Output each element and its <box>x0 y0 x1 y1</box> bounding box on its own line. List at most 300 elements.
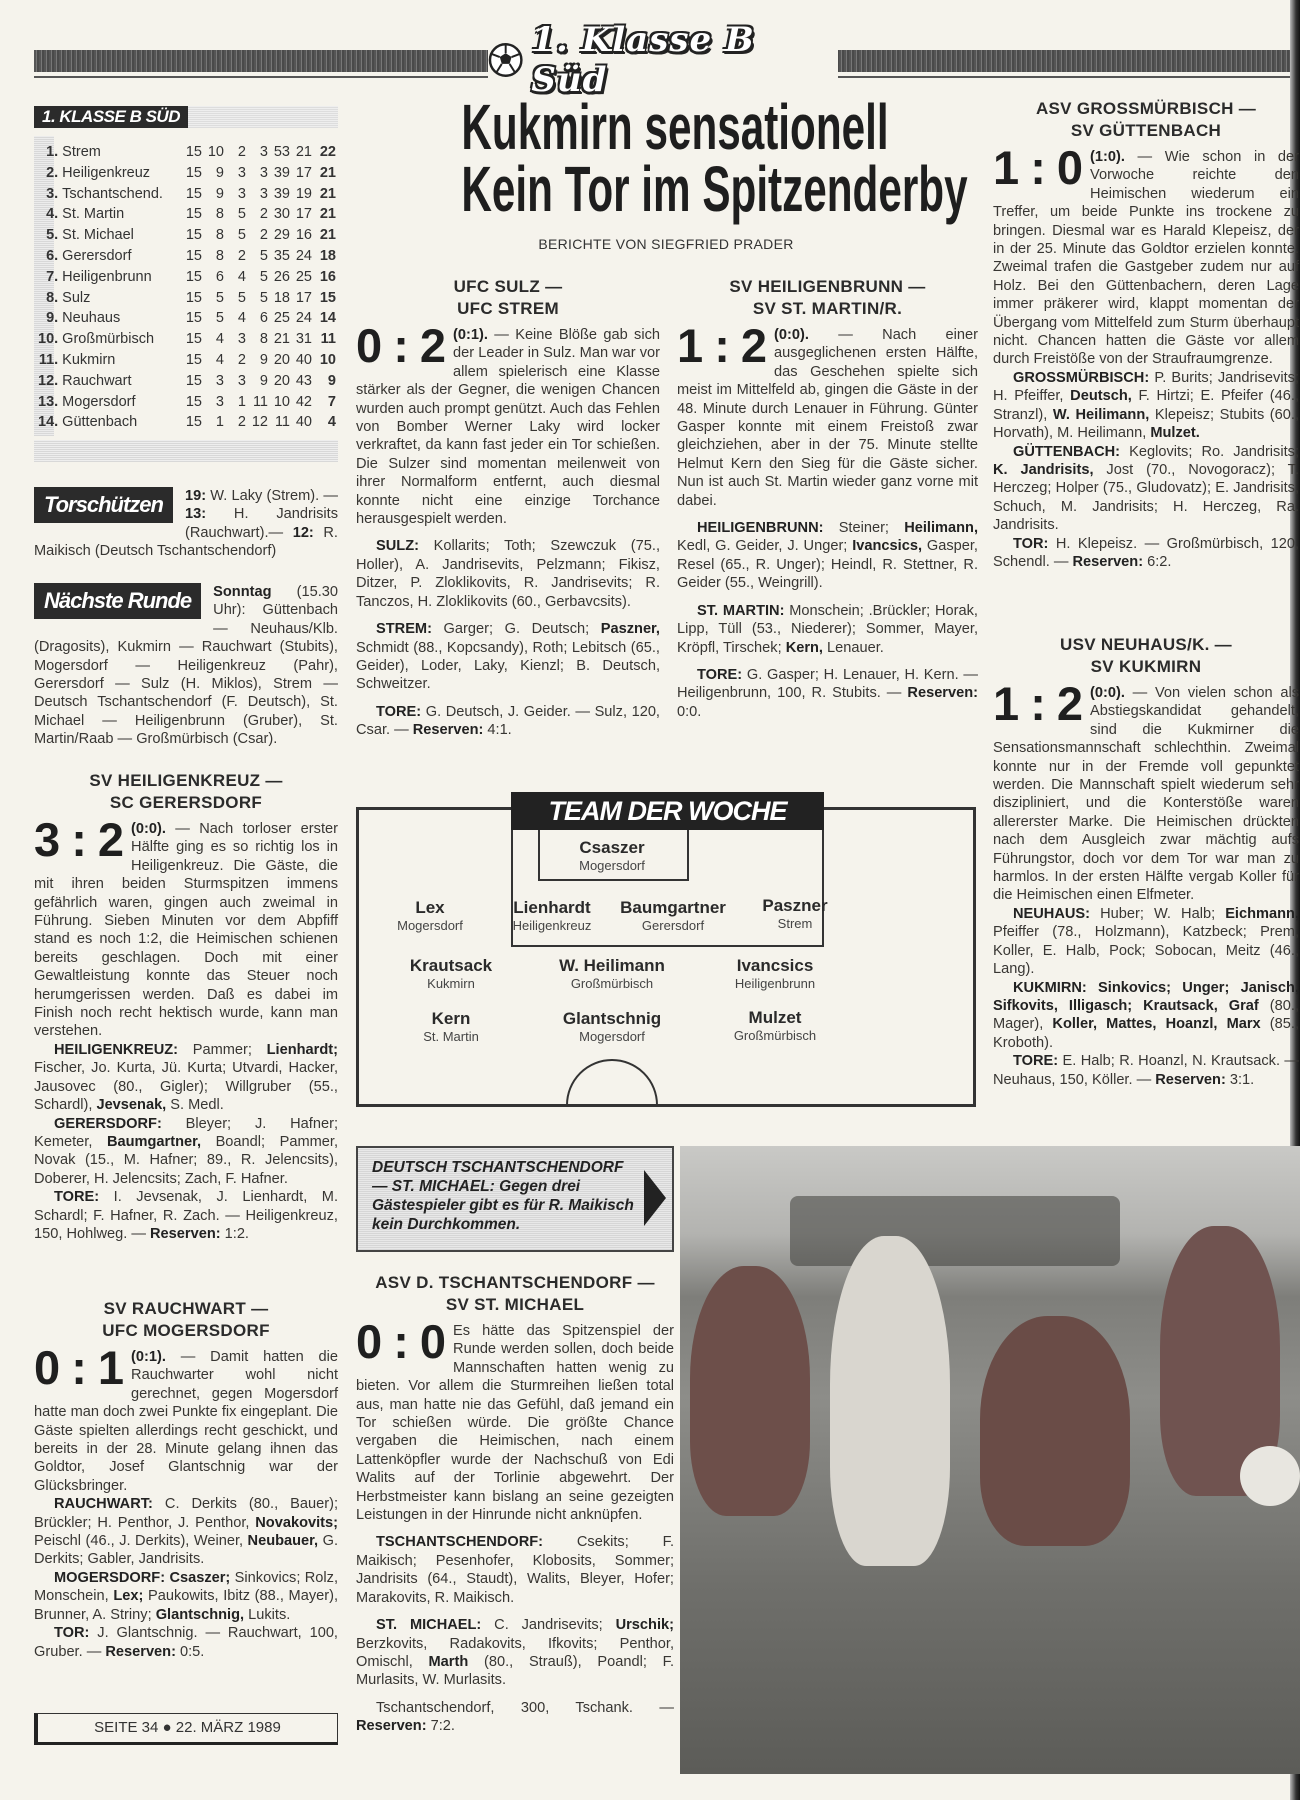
text-run: Gasper, Resel (65., R. Unger); Heindl, R. Stettner, R. Geider (55., Weingrill). <box>677 538 978 592</box>
bold-label: Reserven: <box>1155 1071 1226 1088</box>
text-run: Pammer; <box>178 1041 267 1058</box>
match-title-line: SV HEILIGENKREUZ — <box>89 771 283 790</box>
team-cell: Strem <box>62 144 101 160</box>
player-name: Glantschnig <box>562 1009 662 1028</box>
match-title-line: UFC SULZ — <box>453 277 563 296</box>
drawn-cell: 2 <box>237 414 246 431</box>
goals-for-cell: 53 <box>273 144 290 160</box>
played-cell: 15 <box>185 247 202 264</box>
rank-cell: 6. <box>46 247 59 264</box>
team-cell: Rauchwart <box>62 372 132 389</box>
text-run: G. Derkits; Gabler, Jandrisits. <box>34 1533 338 1568</box>
drawn-cell: 1 <box>237 393 246 410</box>
player-slot <box>690 1008 860 1044</box>
player-name: Baumgartner <box>620 898 726 917</box>
team-cell: Neuhaus <box>62 310 121 327</box>
won-cell: 3 <box>215 393 224 410</box>
text-run: Bleyer; J. Hafner; Kemeter, <box>34 1115 338 1150</box>
lineup-paragraph <box>677 602 978 657</box>
bold-label: TORE: <box>1013 1053 1059 1070</box>
bold-label: Novakovits; <box>255 1514 338 1531</box>
text-run: 3:1. <box>1225 1071 1255 1088</box>
bold-label: TORE: <box>54 1189 100 1206</box>
text-run: Klepeisz; Stubits (60., Horvath), M. Heilimann, <box>993 406 1300 442</box>
bold-label: RAUCHWART: <box>54 1496 153 1513</box>
lost-cell: 12 <box>251 414 268 431</box>
match-report <box>677 276 978 721</box>
goals-for-cell: 18 <box>273 289 290 306</box>
match-title-line: SV GÜTTENBACH <box>1070 121 1222 140</box>
match-title-line: USV NEUHAUS/K. — <box>1060 635 1232 654</box>
page-footer: SEITE 34 ● 22. MÄRZ 1989 <box>34 1713 338 1745</box>
match-intro <box>34 813 338 1041</box>
bold-label: Lex; <box>113 1588 144 1605</box>
player-slot <box>690 956 860 992</box>
bold-label: Mulzet. <box>1150 425 1200 442</box>
team-cell: St. Martin <box>62 206 125 223</box>
text-run: Steiner; <box>823 520 905 537</box>
rank-cell: 4. <box>46 206 59 223</box>
goals-against-cell: 16 <box>295 227 312 244</box>
text-run: (85., Kroboth). <box>993 1016 1300 1051</box>
played-cell: 15 <box>185 185 202 202</box>
match-title-line: SV KUKMIRN <box>1090 657 1202 676</box>
lost-cell: 2 <box>259 227 268 244</box>
won-cell: 3 <box>215 372 224 389</box>
drawn-cell: 2 <box>237 351 246 368</box>
points-cell: 14 <box>319 310 336 327</box>
bold-label: Reserven: <box>907 685 978 702</box>
drawn-cell: 5 <box>237 227 246 244</box>
drawn-cell: 4 <box>237 268 246 285</box>
rank-cell: 5. <box>46 227 59 244</box>
text-run: Kedl, G. Geider, J. Unger; <box>677 538 853 555</box>
text-run: W. Laky (Strem). — <box>206 488 338 504</box>
goals-for-cell: 10 <box>273 393 290 410</box>
played-cell: 15 <box>185 310 202 327</box>
points-cell: 15 <box>319 289 336 306</box>
bold-label: Eichmann, <box>1225 905 1299 922</box>
goals-for-cell: 29 <box>273 227 290 244</box>
team-cell: Tschantschend. <box>62 185 163 202</box>
bold-label: NEUHAUS: <box>1013 905 1091 922</box>
goals-against-cell: 21 <box>295 144 312 160</box>
bold-label: Baumgartner, <box>106 1133 202 1150</box>
lost-cell: 6 <box>259 310 268 327</box>
text-run: (80., Strauß), Poandl; F. Murlasits, W. Murlasits. <box>356 1653 675 1689</box>
drawn-cell: 2 <box>237 144 246 160</box>
match-photo <box>680 1146 1300 1774</box>
bold-label: GROSSMÜRBISCH: <box>1013 369 1150 386</box>
bold-label: Jevsenak, <box>96 1097 167 1114</box>
match-report <box>356 1272 674 1736</box>
text-run: Lenauer. <box>823 639 884 656</box>
standings-row <box>38 308 336 329</box>
text-run: I. Jevsenak, J. Lienhardt, M. Schardl; F. Hafner, R. Zach. — Heiligenkreuz, 150, Hohlweg. — <box>34 1189 338 1242</box>
match-title-line: SV ST. MICHAEL <box>445 1295 585 1314</box>
text-run: — Damit hatten die Rauchwarter wohl nicht gerechnet, gegen Mogersdorf hatte man doch zwei Punkte fix eingeplant. Die Gäste spielten allerdings recht geschickt, und bereits in der 28. Minute gelang ihnen das Goldtor, Josef Glantschnig war der Glücksbringer. <box>34 1349 338 1494</box>
player-slot <box>527 838 697 874</box>
bold-label: Koller, Mattes, Hoanzl, Marx <box>1052 1016 1261 1033</box>
next-round-label: Nächste Runde <box>34 583 201 619</box>
goals-against-cell: 31 <box>295 331 312 348</box>
played-cell: 15 <box>185 414 202 431</box>
won-cell: 8 <box>215 206 224 223</box>
drawn-cell: 3 <box>237 164 246 181</box>
drawn-cell: 3 <box>237 372 246 389</box>
goals-against-cell: 42 <box>295 393 312 410</box>
played-cell: 15 <box>185 351 202 368</box>
text-run: G. Gasper; H. Lenauer, H. Kern. — Heiligenbrunn, 100, R. Stubits. — <box>677 666 978 702</box>
lineup-paragraph <box>677 519 978 593</box>
text-run: (15.30 Uhr): Güttenbach — Neuhaus/Klb. (Dragosits), Kukmirn — Rauchwart (Stubits), Mogersdorf — Heiligenkreuz (Pahr), Gerersdorf — Sulz (H. Miklos), Strem — Deutsch Tschantschendorf (F. Deutsch), St. Michael — Heiligenbrunn (Gruber), St. Martin/Raab — Großmürbisch (Csar). <box>34 584 338 748</box>
text-run: P. Burits; Jandrisevits; H. Pfeiffer, <box>993 369 1299 405</box>
won-cell: 8 <box>215 227 224 244</box>
lost-cell: 9 <box>259 351 268 368</box>
won-cell: 9 <box>215 164 224 181</box>
standings-row <box>38 267 336 288</box>
standings-row <box>38 163 336 184</box>
points-cell: 21 <box>319 185 336 202</box>
match-score: 1 : 0 <box>993 141 1083 194</box>
standings-row <box>38 225 336 246</box>
team-cell: Sulz <box>62 289 91 306</box>
lineup-paragraph <box>356 1533 674 1607</box>
won-cell: 9 <box>215 185 224 202</box>
bold-label: (0:0). <box>1090 685 1125 701</box>
standings-row <box>38 204 336 225</box>
goals-for-cell: 26 <box>273 268 290 285</box>
standings-grid <box>38 142 336 433</box>
player-name: Krautsack <box>409 956 493 975</box>
played-cell: 15 <box>185 164 202 181</box>
bold-label: Ivancsics, <box>852 538 923 555</box>
played-cell: 15 <box>185 289 202 306</box>
player-club: Mogersdorf <box>397 918 463 933</box>
bold-label: Reserven: <box>356 1718 427 1735</box>
text-run: 0:0. <box>677 703 702 720</box>
bold-label: Lienhardt; <box>266 1041 338 1058</box>
bold-label: Heilimann, <box>904 520 978 537</box>
player-name: Ivancsics <box>736 956 814 975</box>
standings-row <box>38 412 336 433</box>
lineup-paragraph <box>993 443 1299 535</box>
bold-label: TOR: <box>1013 535 1049 552</box>
text-run: Es hätte das Spitzenspiel der Runde werden sollen, doch beide Mannschaften hatten wenig zu bieten. Vor allem die Sturmreihen ließen total aus, man hatte nie das Gefühl, daß jemand ein Tor schießen würde. Die größte Chance vergaben die Heimischen, nach einem Lattenköpfler wurde der Nachschuß von Edi Walits auf der Torlinie abgewehrt. Der Herbstmeister kann bislang an seine gezeigten Leistungen in der Hinrunde nicht anknüpfen. <box>356 1323 674 1524</box>
goals-against-cell: 17 <box>295 164 312 181</box>
text-run: — Nach einer ausgeglichenen ersten Hälfte, das Geschehen spielte sich meist im Mittelfeld ab, gingen die Gäste in der 48. Minute durch Lenauer in Führung. Günter Gasper konnte mit einem Freistoß zwar gleichziehen, aber in der 75. Minute stellte Helmut Kern den Sieg für die Gäste sicher. Nun ist auch St. Martin wieder ganz vorne mit dabei. <box>677 327 978 509</box>
text-run: Lukits. <box>244 1606 291 1623</box>
played-cell: 15 <box>185 144 202 160</box>
rank-cell: 10. <box>38 331 59 348</box>
player-slot <box>710 896 880 932</box>
match-title-line: SV HEILIGENBRUNN — <box>729 277 926 296</box>
bold-label: MOGERSDORF: Csaszer; <box>54 1569 231 1586</box>
bold-label: 12: <box>292 524 314 541</box>
bold-label: (0:1). <box>131 1349 166 1365</box>
text-run: Paukowits, Ibitz (88., Mayer), Brunner, A. Striny; <box>34 1588 339 1623</box>
bold-label: GERERSDORF: <box>54 1115 162 1132</box>
match-title-line: ASV GROSSMÜRBISCH — <box>1035 99 1257 118</box>
player-slot <box>366 956 536 992</box>
lost-cell: 3 <box>259 164 268 181</box>
text-run: H. Jandrisits (Rauchwart).— <box>184 506 338 541</box>
text-run: Peischl (46., J. Derkits), Weiner, <box>34 1533 248 1550</box>
goals-against-cell: 40 <box>295 351 312 368</box>
goals-against-cell: 17 <box>295 206 312 223</box>
team-cell: Heiligenkreuz <box>62 164 151 181</box>
text-run: Huber; W. Halb; <box>1090 905 1226 922</box>
points-cell: 21 <box>319 164 336 181</box>
bold-label: Glantschnig, <box>155 1606 245 1623</box>
lineup-paragraph <box>356 1699 674 1736</box>
player-club: Kukmirn <box>427 976 475 991</box>
team-of-week-title: TEAM DER WOCHE <box>511 792 824 830</box>
bold-label: Reserven: <box>1072 553 1144 570</box>
goals-for-cell: 39 <box>273 164 290 181</box>
standings-row <box>38 184 336 205</box>
match-title-line: SV RAUCHWART — <box>103 1299 269 1318</box>
bold-label: (1:0). <box>1090 149 1125 165</box>
goals-against-cell: 24 <box>295 247 312 264</box>
standings-row <box>38 288 336 309</box>
player-club: Heiligenkreuz <box>512 918 592 933</box>
drawn-cell: 4 <box>237 310 246 327</box>
player-slot <box>366 1009 536 1045</box>
text-run: Garger; G. Deutsch; <box>431 621 601 638</box>
bold-label: TORE: <box>376 703 422 720</box>
scorers-label: Torschützen <box>34 487 173 523</box>
match-title <box>677 276 978 320</box>
points-cell: 9 <box>327 372 336 389</box>
bold-label: Urschik; <box>615 1617 674 1634</box>
player-club: Mogersdorf <box>579 1029 645 1044</box>
text-run: F. Hirtzi; E. Pfeifer (46., Stranzl), <box>993 388 1299 423</box>
lineup-paragraph <box>993 979 1299 1053</box>
lineup-paragraph <box>34 1569 338 1624</box>
bold-label: 13: <box>184 506 207 523</box>
lost-cell: 5 <box>259 289 268 306</box>
player-slot <box>527 956 697 992</box>
text-run: E. Halb; R. Hoanzl, N. Krautsack. — Neuhaus, 150, Köller. — <box>993 1053 1299 1088</box>
text-run: R. Maikisch (Deutsch Tschantschendorf) <box>34 524 338 560</box>
match-title-line: SV ST. MARTIN/R. <box>752 299 903 318</box>
match-title <box>993 98 1299 142</box>
bold-label: Reserven: <box>150 1225 221 1242</box>
standings-table <box>34 106 338 462</box>
lineup-paragraph <box>993 1052 1299 1089</box>
section-title: 1. Klasse B Süd <box>531 20 755 100</box>
won-cell: 5 <box>215 289 224 306</box>
lineup-paragraph <box>993 905 1299 979</box>
text-run: — Nach torloser erster Hälfte ging es so richtig los in Heiligenkreuz. Die Gäste, die mit ihren beiden Sturmspitzen immens gefährlich waren, gingen auch zweimal in Führung. Sieben Minuten vor dem Abpfiff stand es noch 1:2, die Heimischen schienen bereits geschlagen. Doch mit einer Gewaltleistung konnte das Steuer noch herumgerissen werden. Daß es dabei im Finish noch recht hektisch wurde, kann man verstehen. <box>34 821 338 1040</box>
lost-cell: 5 <box>259 268 268 285</box>
match-title <box>34 770 338 814</box>
headline-line-1: Kukmirn sensationell <box>461 91 889 163</box>
text-run: 7:2. <box>426 1718 455 1735</box>
lineup-paragraph <box>34 1495 338 1569</box>
points-cell: 16 <box>319 268 336 285</box>
text-run: Kollarits; Toth; Szewczuk (75., Holler), A. Jandrisevits, Pelzmann; Fikisz, Ditzer, P. Zloklikovits, R. Jandrisevits; R. Tanczos, H. Zloklikovits (60., Gerbavcsits). <box>356 538 660 610</box>
lost-cell: 8 <box>259 331 268 348</box>
match-title-line: UFC STREM <box>457 299 559 318</box>
text-run: 0:5. <box>175 1643 205 1660</box>
lost-cell: 9 <box>259 372 268 389</box>
goals-for-cell: 21 <box>273 331 290 348</box>
bold-label: 19: <box>184 488 207 504</box>
bold-label: Sonntag <box>213 584 272 600</box>
rank-cell: 8. <box>46 289 59 306</box>
player-club: Großmürbisch <box>733 1028 817 1043</box>
player-club: Mogersdorf <box>579 858 645 873</box>
won-cell: 8 <box>215 247 224 264</box>
match-score: 1 : 2 <box>677 319 767 372</box>
match-title <box>993 634 1299 678</box>
bold-label: Reserven: <box>105 1643 176 1660</box>
next-round-section <box>34 583 338 749</box>
bold-label: Paszner, <box>600 621 660 638</box>
standings-row <box>38 350 336 371</box>
text-run: H. Klepeisz. — Großmürbisch, 120, Schendl. — <box>993 535 1299 570</box>
played-cell: 15 <box>185 331 202 348</box>
text-run: C. Jandrisevits; <box>481 1617 616 1634</box>
bold-label: Reserven: <box>412 722 484 739</box>
text-run: (80., Mager), <box>993 997 1300 1033</box>
text-run: Keglovits; Ro. Jandrisits; <box>1120 443 1299 460</box>
goals-against-cell: 17 <box>295 289 312 306</box>
headline-line-2: Kein Tor im Spitzenderby <box>461 153 968 225</box>
match-title <box>356 1272 674 1316</box>
match-intro <box>356 319 660 528</box>
bold-label: W. Heilimann, <box>1052 406 1150 423</box>
points-cell: 7 <box>327 393 336 410</box>
text-run: Jost (70., Novogoracz); T. Herczeg; Holper (75., Gludovatz); E. Jandrisits, Schuch, M. Jandrisits; H. Herczeg, Ra. Jandrisits. <box>993 461 1299 534</box>
played-cell: 15 <box>185 372 202 389</box>
bold-label: (0:0). <box>131 821 166 837</box>
team-cell: Mogersdorf <box>62 393 136 410</box>
won-cell: 4 <box>215 331 224 348</box>
match-intro <box>677 319 978 510</box>
played-cell: 15 <box>185 227 202 244</box>
won-cell: 1 <box>215 414 224 431</box>
bold-label: TSCHANTSCHENDORF: <box>376 1534 544 1551</box>
player-name: Lienhardt <box>513 898 591 917</box>
bold-label: ST. MARTIN: <box>697 602 785 619</box>
match-report <box>356 276 660 740</box>
drawn-cell: 2 <box>237 247 246 264</box>
player-name: Paszner <box>762 896 828 915</box>
points-cell: 10 <box>319 351 336 368</box>
text-run: G. Deutsch, J. Geider. — Sulz, 120, Csar. — <box>356 703 660 739</box>
team-cell: Kukmirn <box>62 351 116 368</box>
rank-cell: 14. <box>38 414 59 431</box>
goals-for-cell: 25 <box>273 310 290 327</box>
goals-for-cell: 20 <box>273 372 290 389</box>
lost-cell: 11 <box>252 393 268 410</box>
lineup-paragraph <box>677 666 978 721</box>
player-name: Lex <box>415 898 445 917</box>
goals-against-cell: 43 <box>295 372 312 389</box>
arrow-right-icon <box>644 1170 666 1226</box>
points-cell: 4 <box>327 414 336 431</box>
goals-for-cell: 30 <box>273 206 290 223</box>
text-run: Csekits; F. Maikisch; Pesenhofer, Klobosits, Sommer; Jandrisits (64., Staudt), Walits, Bleyer, Hofer; Marakovits, R. Maikisch. <box>356 1534 674 1606</box>
soccer-ball-icon <box>488 42 523 78</box>
match-report <box>34 1298 338 1661</box>
lost-cell: 5 <box>259 247 268 264</box>
photo-caption-box <box>356 1146 674 1252</box>
text-run: Berzkovits, Radakovits, Ifkovits; Penthor, Omischl, <box>356 1635 674 1670</box>
goals-against-cell: 24 <box>295 310 312 327</box>
points-cell: 11 <box>320 331 336 348</box>
team-cell: Güttenbach <box>62 414 138 431</box>
lineup-paragraph <box>356 1616 674 1690</box>
player-club: Gerersdorf <box>641 918 705 933</box>
lost-cell: 3 <box>259 185 268 202</box>
goals-for-cell: 20 <box>273 351 290 368</box>
text-run: 4:1. <box>483 722 512 739</box>
match-report <box>993 634 1299 1089</box>
team-cell: St. Michael <box>62 227 134 244</box>
text-run: J. Glantschnig. — Rauchwart, 100, Gruber. — <box>34 1625 338 1660</box>
lineup-paragraph <box>993 369 1299 443</box>
rank-cell: 1. <box>46 144 59 160</box>
text-run: — Wie schon in der Vorwoche reichte den Heimischen wiederum ein Treffer, um beide Punkte ins trockene zu bringen. Diesmal war es Harald Klepeisz, der in der 25. Minute das Goldtor erzielen konnte. Zweimal trafen die Gastgeber zudem nur auf Holz. Bei den Güttenbachern, deren Lage immer präkerer wird, klappt momentan der Übergang vom Mittelfeld zum Sturm überhaupt nicht. Chancen hatten die Gäste vor allem durch Freistöße von der Straufraumgrenze. <box>993 149 1299 368</box>
bold-label: KUKMIRN: Sinkovics; Unger; Janisch, Sifkovits, Illigasch; Krautsack, Graf <box>993 979 1299 1014</box>
drawn-cell: 5 <box>237 206 246 223</box>
played-cell: 15 <box>185 393 202 410</box>
player-name: W. Heilimann <box>559 956 665 975</box>
player-name: Mulzet <box>748 1008 802 1027</box>
lineup-paragraph <box>356 703 660 740</box>
standings-row <box>38 142 336 163</box>
match-score: 0 : 2 <box>356 319 446 372</box>
player-club: St. Martin <box>423 1029 479 1044</box>
lineup-paragraph <box>34 1041 338 1115</box>
text-run: Boandl; Pammer, Novak (15., M. Hafner; 89., R. Jelencsits), Doberer, H. Jelencsits; Zach, F. Hafner. <box>34 1133 338 1187</box>
played-cell: 15 <box>185 206 202 223</box>
text-run: 6:2. <box>1143 553 1172 570</box>
bold-label: Kern, <box>785 639 823 656</box>
drawn-cell: 3 <box>237 185 246 202</box>
text-run: S. Medl. <box>166 1097 224 1114</box>
match-score: 1 : 2 <box>993 677 1083 730</box>
bold-label: HEILIGENKREUZ: <box>54 1041 179 1058</box>
scorers-section <box>34 487 338 561</box>
lineup-paragraph <box>993 535 1299 572</box>
text-run: — Keine Blöße gab sich der Leader in Sulz. Man war vor allem spielerisch eine Klasse stärker als der Gegner, die wenigen Chancen wurden auch prompt genützt. Auch das Fehlen von Bomber Werner Laky wird locker verkraftet, da kann fast jeder ein Tor schießen. Die Sulzer sind momentan meilenweit von ihrer Normalform entfernt, auch diesmal konnte nicht eine einzige Torchance herausgespielt werden. <box>356 327 660 528</box>
player-club: Strem <box>777 916 813 931</box>
team-cell: Heiligenbrunn <box>62 268 152 285</box>
lineup-paragraph <box>34 1624 338 1661</box>
standings-row <box>38 371 336 392</box>
byline: BERICHTE VON SIEGFRIED PRADER <box>538 236 794 252</box>
text-run: — Von vielen schon als Abstiegskandidat gehandelt, sind die Kukmirner die Sensationsmannschaft schlechthin. Zweimal konnte nur in der Fremde voll gepunktet werden. Die Mannschaft spielt wiederum sehr diszipliniert, und die Konterstöße waren allererster Marke. Die Heimischen drückten nach dem Ausgleich zwar mächtig aufs Führungstor, doch vor dem Tor war man zu harmlos. In der ersten Hälfte vergab Koller für die Heimischen einen Elfmeter. <box>993 685 1299 904</box>
match-score: 3 : 2 <box>34 813 124 866</box>
rank-cell: 11. <box>38 351 59 368</box>
won-cell: 6 <box>215 268 224 285</box>
goals-for-cell: 11 <box>274 414 290 431</box>
player-name: Csaszer <box>579 838 645 857</box>
goals-for-cell: 35 <box>273 247 290 264</box>
match-title <box>356 276 660 320</box>
match-intro <box>993 141 1299 369</box>
lineup-paragraph <box>356 537 660 611</box>
points-cell: 18 <box>319 247 336 264</box>
player-slot <box>527 1009 697 1045</box>
standings-row <box>38 246 336 267</box>
bold-label: K. Jandrisits, <box>993 461 1094 478</box>
